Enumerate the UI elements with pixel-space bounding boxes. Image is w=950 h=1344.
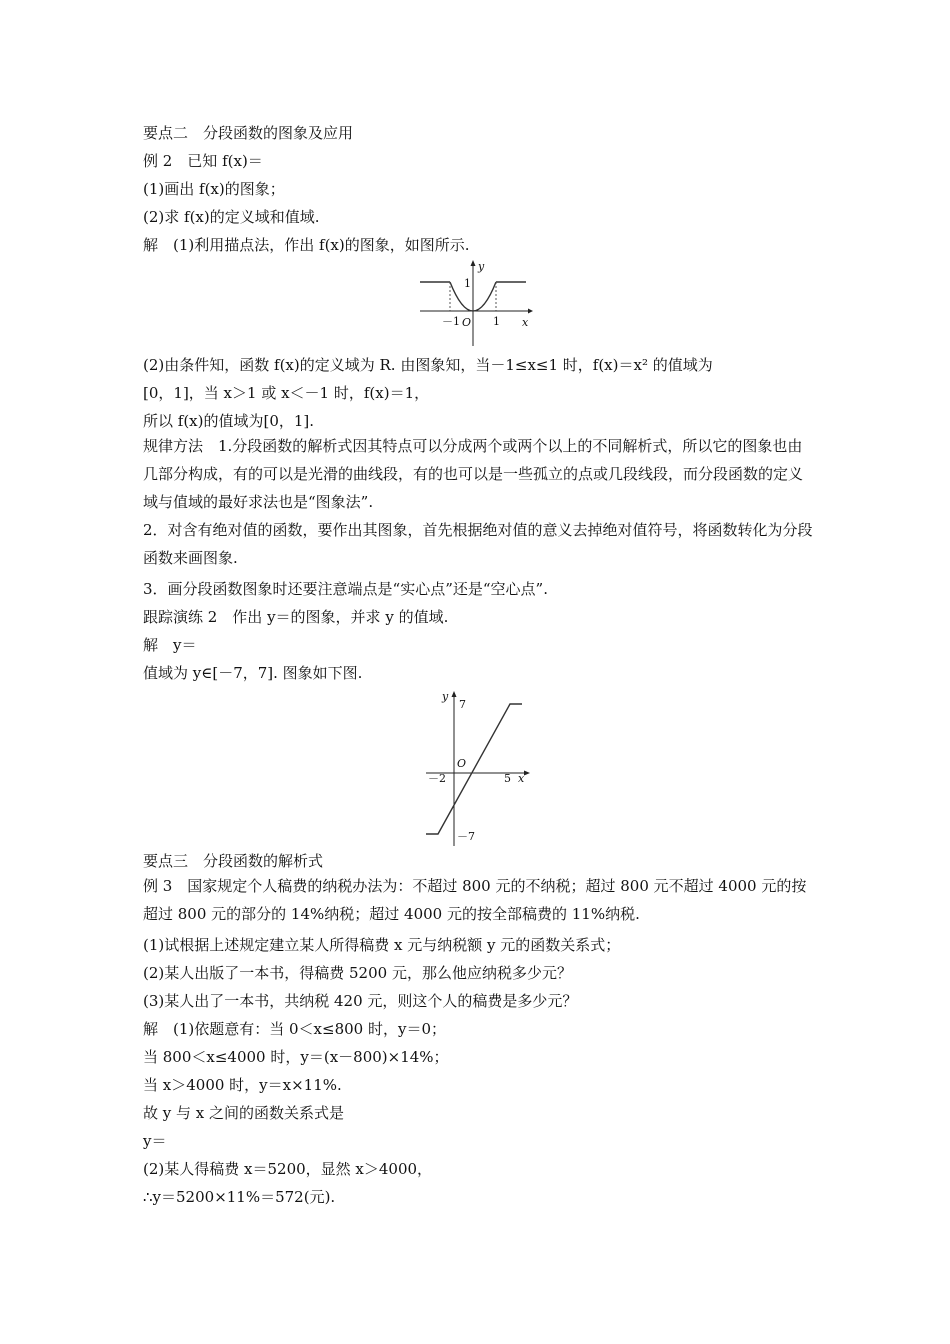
- fig1-tick-neg1: －1: [442, 315, 460, 328]
- practice-2-solution: 解 y＝: [143, 636, 197, 654]
- fig2-y-label: y: [442, 690, 449, 703]
- practice-2-range: 值域为 y∈[－7，7]. 图象如下图.: [143, 664, 363, 682]
- figure-1-graph: [418, 258, 533, 348]
- solution-3-case-3: 当 x＞4000 时，y＝x×11%.: [143, 1076, 342, 1094]
- figure-2-graph: [424, 688, 534, 848]
- fig1-x-label: x: [522, 316, 529, 329]
- fig1-tick-1y: 1: [464, 277, 471, 290]
- fig1-origin: O: [462, 316, 472, 329]
- fig2-y-arrow: [452, 691, 457, 697]
- fig2-tick-neg7: －7: [457, 830, 475, 843]
- solution-3-part-2: (2)某人得稿费 x＝5200，显然 x＞4000，: [143, 1160, 433, 1178]
- solution-2-intro: 解 (1)利用描点法，作出 f(x)的图象，如图所示.: [143, 236, 470, 254]
- solution-2-part-2-b: [0，1]，当 x＞1 或 x＜－1 时，f(x)＝1，: [143, 384, 430, 402]
- solution-2-part-2-a: (2)由条件知，函数 f(x)的定义域为 R. 由图象知，当－1≤x≤1 时，f(x)＝x² 的值域为: [143, 356, 713, 374]
- method-summary-1: 规律方法 1.分段函数的解析式因其特点可以分成两个或两个以上的不同解析式，所以它的图象也由几部分构成，有的可以是光滑的曲线段，有的也可以是一些孤立的点或几段线段，而分段函数的定义域与值域的最好求法也是“图象法”.: [143, 437, 804, 511]
- section-heading-3: 要点三 分段函数的解析式: [143, 852, 324, 870]
- solution-3-case-2: 当 800＜x≤4000 时，y＝(x－800)×14%；: [143, 1048, 449, 1066]
- solution-2-range: 所以 f(x)的值域为[0，1].: [143, 412, 315, 430]
- fig2-tick-7: 7: [459, 698, 466, 711]
- example-3-part-1: (1)试根据上述规定建立某人所得稿费 x 元与纳税额 y 元的函数关系式；: [143, 936, 621, 954]
- section-heading-2: 要点二 分段函数的图象及应用: [143, 124, 354, 142]
- method-summary-2: 2．对含有绝对值的函数，要作出其图象，首先根据绝对值的意义去掉绝对值符号，将函数转化为分段函数来画图象.: [143, 521, 813, 567]
- example-2-statement: 例 2 已知 f(x)＝: [143, 152, 263, 170]
- practice-2-statement: 跟踪演练 2 作出 y＝的图象，并求 y 的值域.: [143, 608, 449, 626]
- example-2-part-2: (2)求 f(x)的定义域和值域.: [143, 208, 320, 226]
- fig1-y-arrow: [471, 260, 476, 266]
- example-2-part-1: (1)画出 f(x)的图象；: [143, 180, 285, 198]
- fig2-x-label: x: [518, 772, 525, 785]
- fig2-polyline: [426, 704, 522, 834]
- solution-3-function: y＝: [143, 1132, 167, 1150]
- example-3-part-2: (2)某人出版了一本书，得稿费 5200 元，那么他应纳税多少元？: [143, 964, 572, 982]
- example-3-statement: 例 3 国家规定个人稿费的纳税办法为：不超过 800 元的不纳税；超过 800 元不超过 4000 元的按超过 800 元的部分的 14%纳税；超过 4000 元的按全部稿费的 11%纳税.: [143, 877, 807, 923]
- fig2-x-arrow: [524, 771, 530, 776]
- example-3-part-3: (3)某人出了一本书，共纳税 420 元，则这个人的稿费是多少元？: [143, 992, 578, 1010]
- solution-3-summary: 故 y 与 x 之间的函数关系式是: [143, 1104, 345, 1122]
- fig2-origin: O: [457, 757, 467, 770]
- fig2-tick-5: 5: [504, 772, 511, 785]
- method-summary-3: 3．画分段函数图象时还要注意端点是“实心点”还是“空心点”.: [143, 580, 548, 598]
- fig2-tick-neg2: －2: [428, 772, 446, 785]
- solution-3-case-1: 解 (1)依题意有：当 0＜x≤800 时，y＝0；: [143, 1020, 447, 1038]
- fig1-x-arrow: [528, 309, 533, 314]
- solution-3-result: ∴y＝5200×11%＝572(元).: [143, 1188, 336, 1206]
- fig1-tick-1x: 1: [493, 315, 500, 328]
- fig1-y-label: y: [478, 260, 485, 273]
